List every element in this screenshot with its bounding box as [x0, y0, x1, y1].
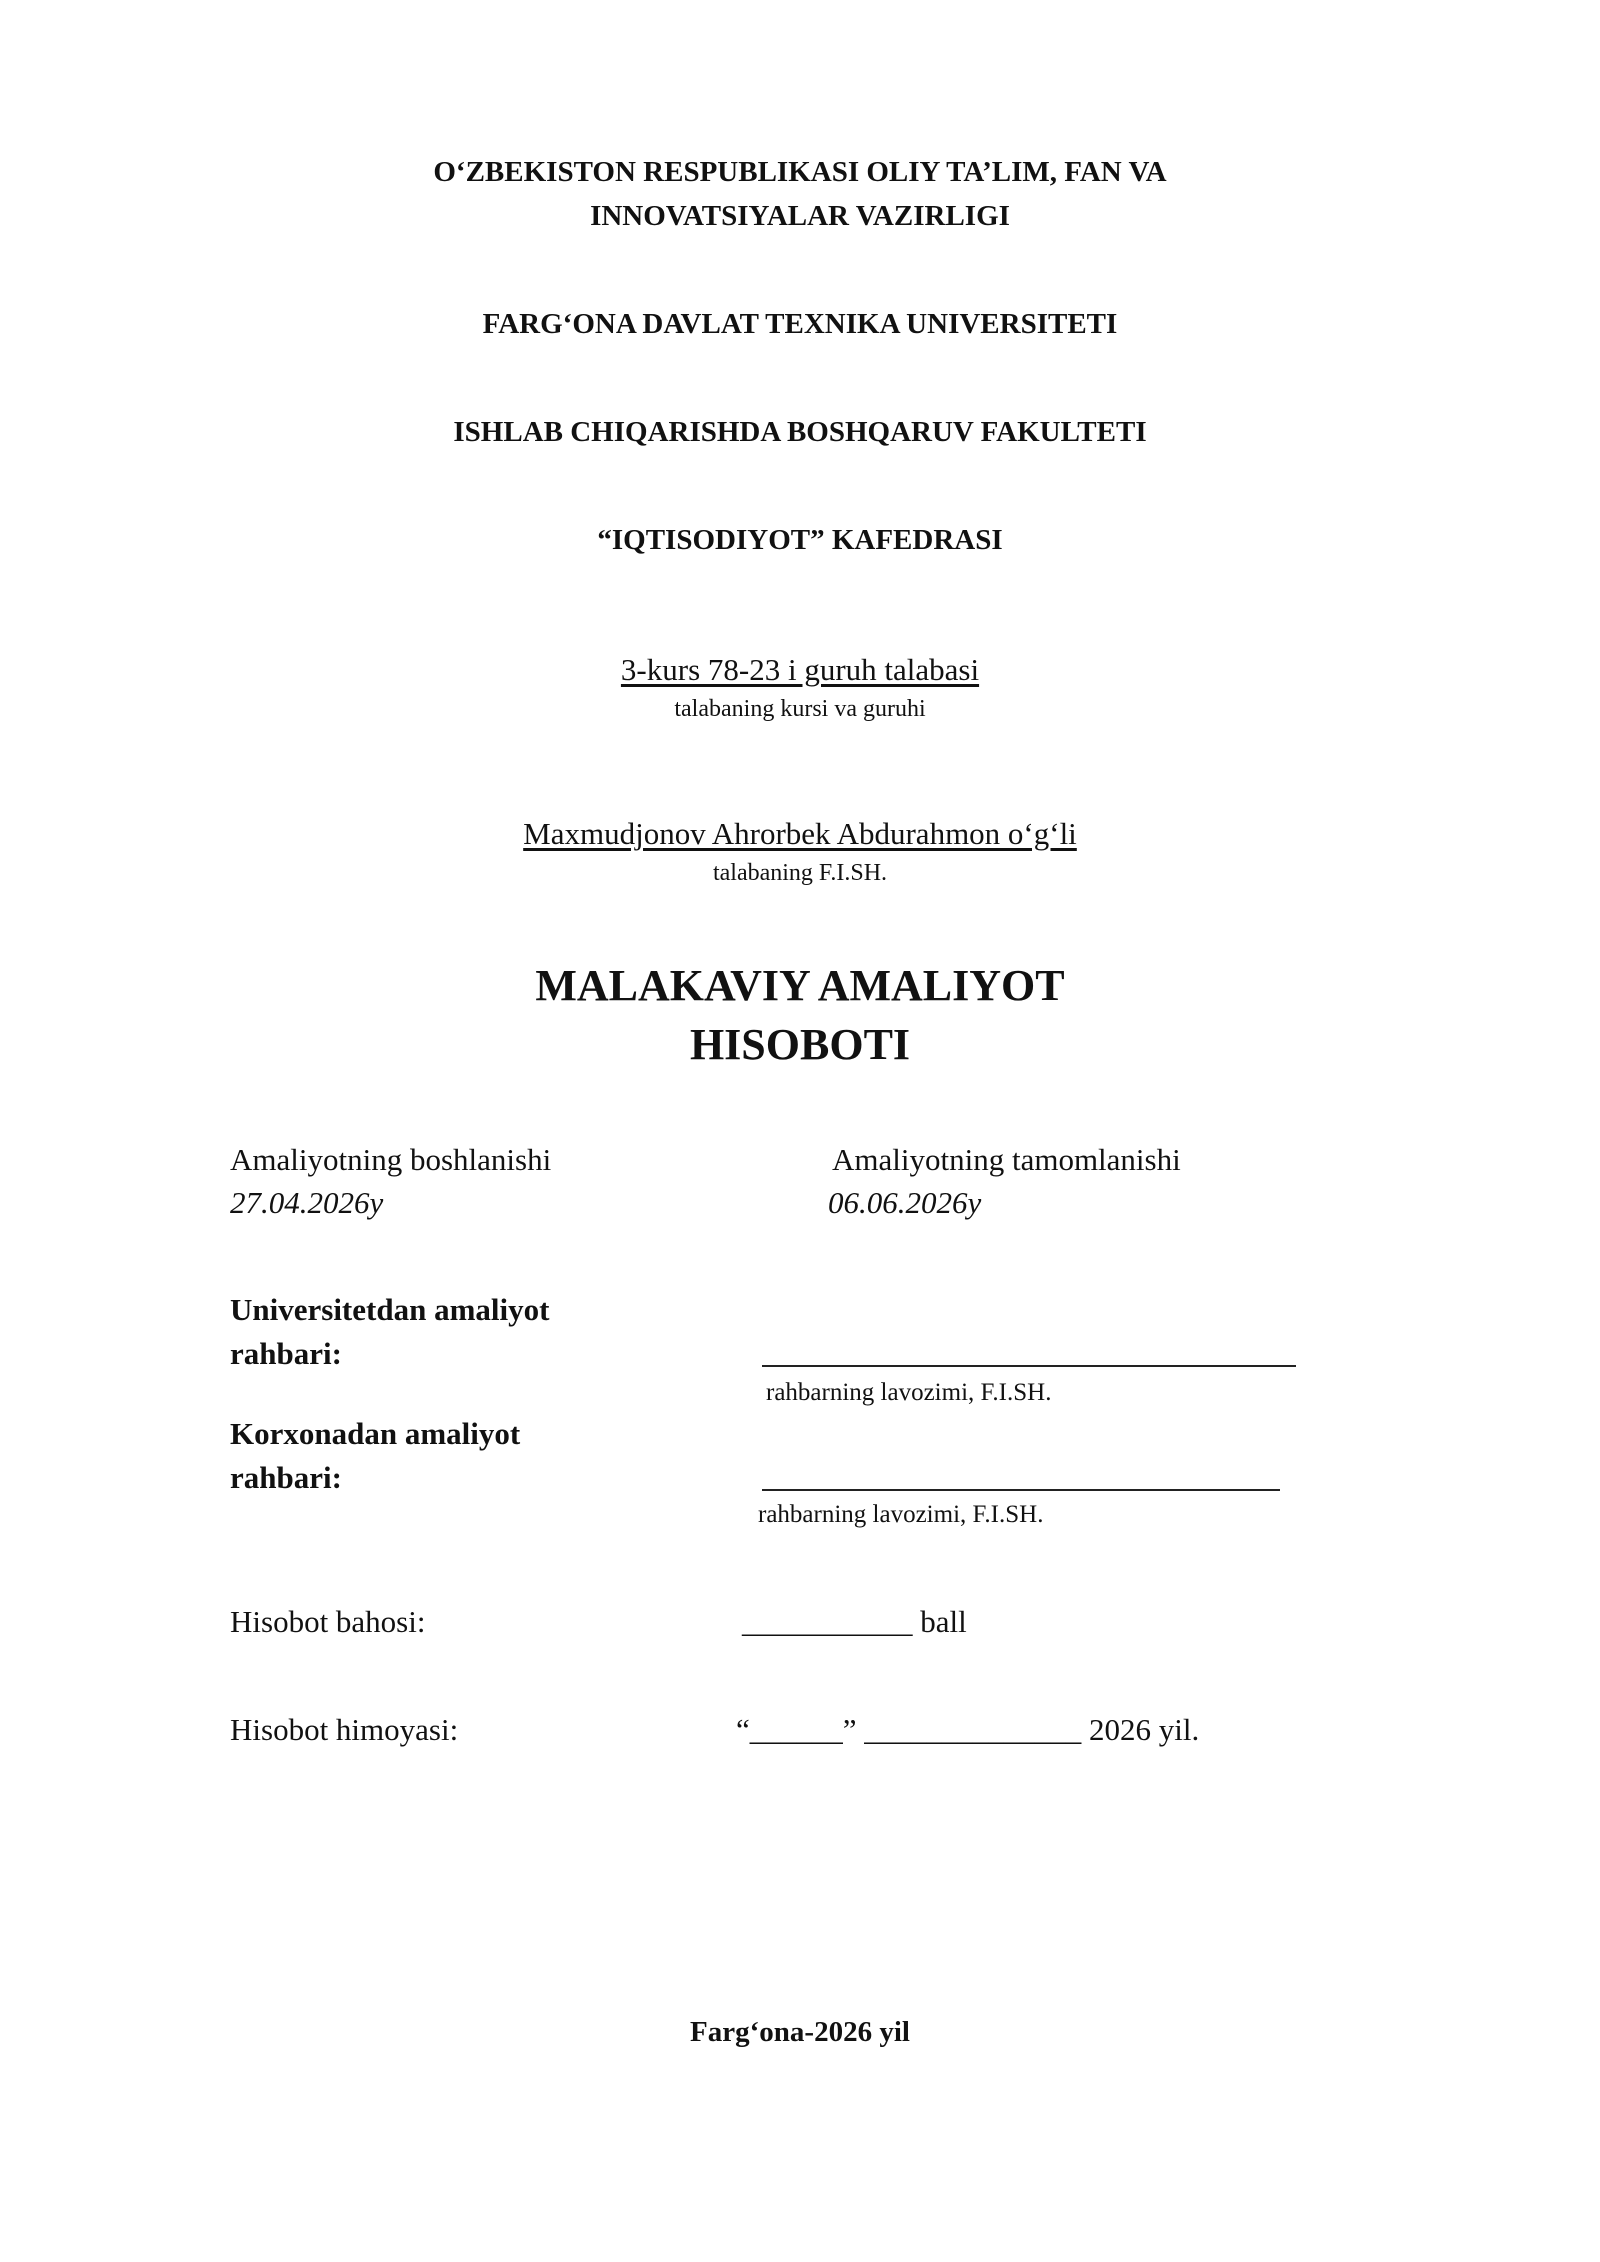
student-group: 3-kurs 78-23 i guruh talabasi: [620, 652, 980, 687]
report-defense-label: Hisobot himoyasi:: [230, 1712, 459, 1747]
company-supervisor-signature-line: [762, 1489, 1280, 1491]
university-supervisor-caption: rahbarning lavozimi, F.I.SH.: [766, 1379, 1052, 1406]
city-year-footer: Farg‘ona-2026 yil: [690, 2016, 910, 2048]
faculty-name: ISHLAB CHIQARISHDA BOSHQARUV FAKULTETI: [453, 416, 1147, 448]
report-title-line1: MALAKAVIY AMALIYOT: [535, 961, 1065, 1010]
university-name: FARG‘ONA DAVLAT TEXNIKA UNIVERSITETI: [482, 308, 1118, 340]
university-supervisor-label-line2: rahbari:: [230, 1336, 342, 1371]
student-name: Maxmudjonov Ahrorbek Abdurahmon o‘g‘li: [523, 816, 1077, 851]
ministry-name-line2: INNOVATSIYALAR VAZIRLIGI: [590, 200, 1010, 232]
department-name: “IQTISODIYOT” KAFEDRASI: [597, 524, 1003, 556]
student-group-caption: talabaning kursi va guruhi: [674, 696, 926, 722]
company-supervisor-label-line1: Korxonadan amaliyot: [230, 1416, 521, 1451]
university-supervisor-signature-line: [762, 1365, 1296, 1367]
company-supervisor-caption: rahbarning lavozimi, F.I.SH.: [758, 1501, 1044, 1528]
report-grade-label: Hisobot bahosi:: [230, 1604, 426, 1639]
report-defense-value: “______” ______________ 2026 yil.: [736, 1712, 1200, 1747]
end-date-value: 06.06.2026y: [828, 1185, 982, 1220]
university-supervisor-label-line1: Universitetdan amaliyot: [230, 1292, 550, 1327]
ministry-name-line1: O‘ZBEKISTON RESPUBLIKASI OLIY TA’LIM, FAN VA: [433, 156, 1167, 188]
student-name-caption: talabaning F.I.SH.: [712, 860, 888, 886]
start-date-label: Amaliyotning boshlanishi: [230, 1142, 552, 1177]
company-supervisor-label-line2: rahbari:: [230, 1460, 342, 1495]
end-date-label: Amaliyotning tamomlanishi: [832, 1142, 1181, 1177]
start-date-value: 27.04.2026y: [230, 1185, 384, 1220]
report-grade-value: ___________ ball: [742, 1604, 967, 1639]
report-title-line2: HISOBOTI: [689, 1020, 911, 1069]
